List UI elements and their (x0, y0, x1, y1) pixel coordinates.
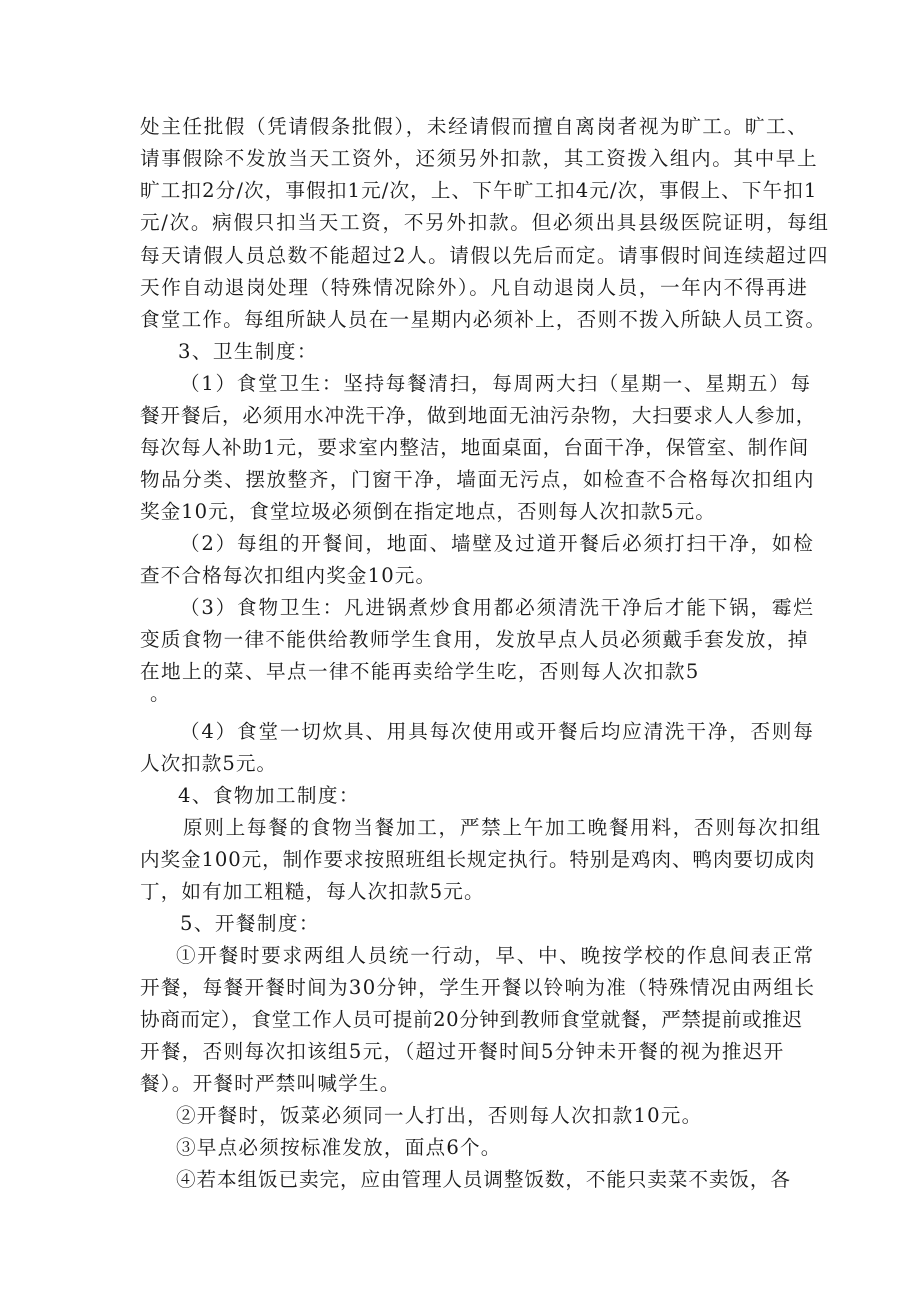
text-line: ②开餐时，饭菜必须同一人打出，否则每人次扣款10元。 (176, 1104, 703, 1127)
text-line: 物品分类、摆放整齐，门窗干净，墙面无污点，如检查不合格每次扣组内 (140, 468, 815, 491)
text-line: 食堂工作。每组所缺人员在一星期内必须补上，否则不拨入所缺人员工资。 (140, 308, 827, 331)
text-line: 变质食物一律不能供给教师学生食用，发放早点人员必须戴手套发放，掉 (140, 628, 809, 651)
text-line: 天作自动退岗处理（特殊情况除外）。凡自动退岗人员，一年内不得再进 (140, 276, 809, 299)
text-line: 查不合格每次扣组内奖金10元。 (140, 564, 437, 587)
text-line: 人次扣款5元。 (140, 752, 278, 775)
text-line: （3）食物卫生：凡进锅煮炒食用都必须清洗干净后才能下锅，霉烂 (180, 596, 815, 619)
text-line: ①开餐时要求两组人员统一行动，早、中、晚按学校的作息间表正常 (176, 944, 815, 967)
text-line: 协商而定），食堂工作人员可提前20分钟到教师食堂就餐，严禁提前或推迟 (140, 1008, 803, 1031)
text-line: 每次每人补助1元，要求室内整洁，地面桌面，台面干净，保管室、制作间 (140, 436, 810, 459)
text-line: 餐开餐后，必须用水冲洗干净，做到地面无油污杂物，大扫要求人人参加， (140, 404, 817, 427)
text-line: 内奖金100元，制作要求按照班组长规定执行。特别是鸡肉、鸭肉要切成肉 (140, 848, 816, 871)
text-line: ④若本组饭已卖完，应由管理人员调整饭数，不能只卖菜不卖饭，各 (176, 1168, 791, 1191)
text-line: 开餐，否则每次扣该组5元，（超过开餐时间5分钟未开餐的视为推迟开 (140, 1040, 785, 1063)
text-line: 。 (150, 682, 171, 705)
text-line: 请事假除不发放当天工资外，还须另外扣款，其工资拨入组内。其中早上 (140, 147, 819, 170)
section-heading: 3、卫生制度： (178, 340, 318, 363)
text-line: 在地上的菜、早点一律不能再卖给学生吃，否则每人次扣款5 (140, 660, 700, 683)
text-line: 奖金10元，食堂垃圾必须倒在指定地点，否则每人次扣款5元。 (140, 500, 716, 523)
text-line: 旷工扣2分/次，事假扣1元/次，上、下午旷工扣4元/次，事假上、下午扣1 (140, 179, 818, 202)
text-line: 原则上每餐的食物当餐加工，严禁上午加工晚餐用料，否则每次扣组 (183, 816, 822, 839)
section-heading: 5、开餐制度： (180, 912, 320, 935)
text-line: 元/次。病假只扣当天工资，不另外扣款。但必须出具县级医院证明，每组 (140, 211, 830, 234)
text-line: 餐）。开餐时严禁叫喊学生。 (140, 1072, 401, 1095)
text-line: 开餐，每餐开餐时间为30分钟，学生开餐以铃响为准（特殊情况由两组长 (140, 976, 816, 999)
text-line: ③早点必须按标准发放，面点6个。 (176, 1136, 502, 1159)
text-line: （1）食堂卫生：坚持每餐清扫，每周两大扫（星期一、星期五）每 (180, 372, 812, 395)
section-heading: 4、食物加工制度： (178, 784, 360, 807)
text-line: （4）食堂一切炊具、用具每次使用或开餐后均应清洗干净，否则每 (180, 720, 815, 743)
text-line: 处主任批假（凭请假条批假），未经请假而擅自离岗者视为旷工。旷工、 (140, 115, 809, 138)
text-line: 丁，如有加工粗糙，每人次扣款5元。 (140, 880, 485, 903)
text-line: （2）每组的开餐间，地面、墙壁及过道开餐后必须打扫干净，如检 (180, 532, 815, 555)
text-line: 每天请假人员总数不能超过2人。请假以先后而定。请事假时间连续超过四 (140, 244, 829, 267)
